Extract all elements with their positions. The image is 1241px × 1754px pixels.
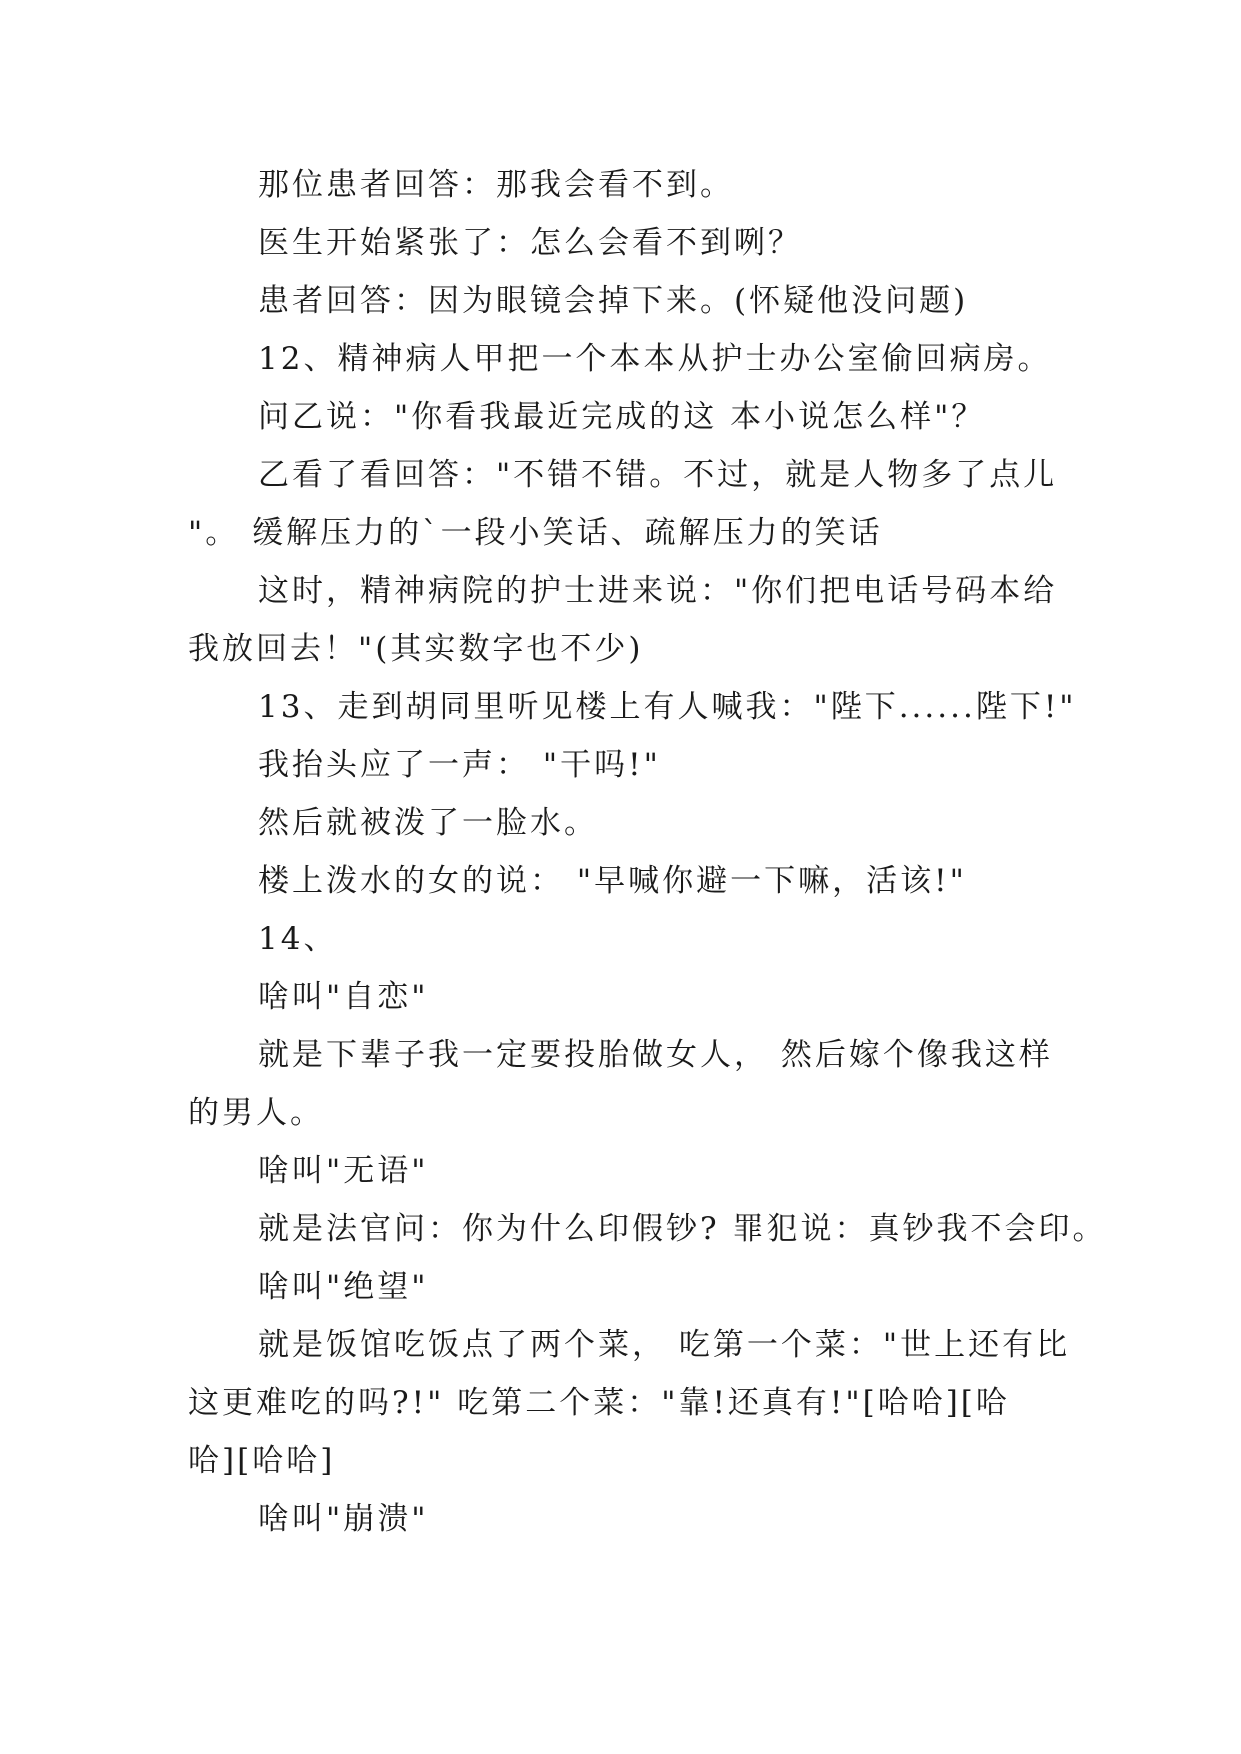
text-line: 然后就被泼了一脸水。 — [258, 805, 598, 841]
document-body — [188, 156, 1107, 1548]
text-line: 问乙说："你看我最近完成的这 本小说怎么样"？ — [258, 399, 986, 435]
text-line: 的男人。 — [188, 1095, 324, 1131]
text-line: 我抬头应了一声： "干吗!" — [258, 747, 661, 783]
text-line: 啥叫"自恋" — [258, 979, 429, 1015]
text-line: 我放回去！"(其实数字也不少) — [188, 631, 644, 667]
text-line: 12、精神病人甲把一个本本从护士办公室偷回病房。 — [258, 341, 1052, 377]
text-line: 那位患者回答：那我会看不到。 — [258, 167, 734, 203]
text-line: "。 缓解压力的`一段小笑话、疏解压力的笑话 — [188, 515, 883, 551]
text-line: 就是下辈子我一定要投胎做女人， 然后嫁个像我这样 — [258, 1037, 1053, 1073]
text-line: 这时，精神病院的护士进来说："你们把电话号码本给 — [258, 573, 1058, 609]
text-line: 哈][哈哈] — [188, 1443, 336, 1479]
text-line: 14、 — [258, 921, 338, 957]
text-line: 啥叫"绝望" — [258, 1269, 429, 1305]
text-line: 啥叫"无语" — [258, 1153, 429, 1189]
text-line: 就是饭馆吃饭点了两个菜， 吃第一个菜："世上还有比 — [258, 1327, 1071, 1363]
text-line: 楼上泼水的女的说： "早喊你避一下嘛，活该!" — [258, 863, 967, 899]
text-line: 这更难吃的吗?!" 吃第二个菜："靠!还真有!"[哈哈][哈 — [188, 1385, 1010, 1421]
text-line: 医生开始紧张了：怎么会看不到咧？ — [258, 225, 802, 261]
text-line: 13、走到胡同里听见楼上有人喊我："陛下......陛下!" — [258, 689, 1077, 725]
text-line: 啥叫"崩溃" — [258, 1501, 429, 1537]
text-line: 患者回答：因为眼镜会掉下来。(怀疑他没问题) — [258, 283, 969, 319]
text-line: 就是法官问：你为什么印假钞? 罪犯说：真钞我不会印。 — [258, 1211, 1107, 1247]
text-line: 乙看了看回答："不错不错。不过，就是人物多了点儿 — [258, 457, 1058, 493]
